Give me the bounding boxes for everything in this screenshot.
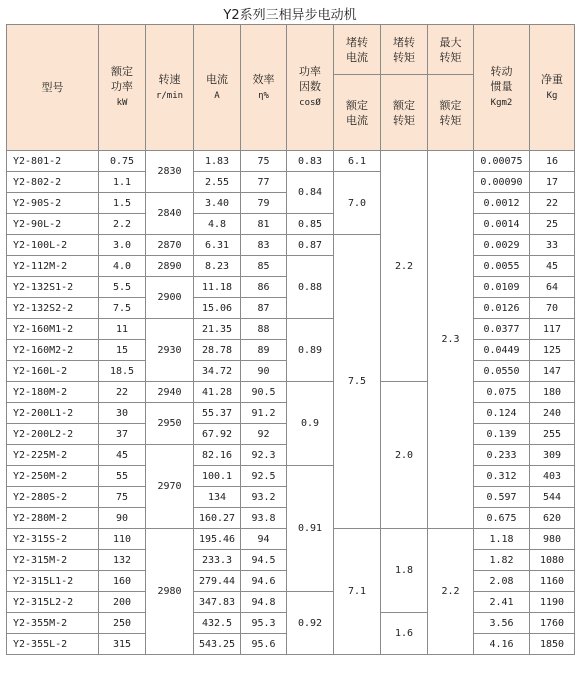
cell-inertia: 0.075 — [474, 382, 530, 403]
cell-efficiency: 93.8 — [241, 508, 287, 529]
cell-power: 30 — [99, 403, 146, 424]
cell-efficiency: 94.5 — [241, 550, 287, 571]
header-rated-torque-2: 额定 转矩 — [428, 75, 474, 151]
cell-power: 5.5 — [99, 277, 146, 298]
cell-efficiency: 75 — [241, 151, 287, 172]
cell-inertia: 0.0449 — [474, 340, 530, 361]
cell-efficiency: 94 — [241, 529, 287, 550]
cell-power-factor: 0.9 — [287, 382, 334, 466]
cell-weight: 1850 — [530, 634, 575, 655]
cell-inertia: 0.0029 — [474, 235, 530, 256]
motor-spec-table — [6, 24, 575, 655]
cell-weight: 16 — [530, 151, 575, 172]
cell-model: Y2-315L2-2 — [7, 592, 99, 613]
cell-efficiency: 95.6 — [241, 634, 287, 655]
cell-power-factor: 0.84 — [287, 172, 334, 214]
cell-weight: 1160 — [530, 571, 575, 592]
cell-efficiency: 79 — [241, 193, 287, 214]
cell-efficiency: 90.5 — [241, 382, 287, 403]
cell-model: Y2-315L1-2 — [7, 571, 99, 592]
cell-speed: 2840 — [146, 193, 194, 235]
cell-speed: 2980 — [146, 529, 194, 655]
cell-efficiency: 94.8 — [241, 592, 287, 613]
cell-locked-current: 6.1 — [334, 151, 381, 172]
cell-speed: 2870 — [146, 235, 194, 256]
cell-current: 432.5 — [194, 613, 241, 634]
cell-efficiency: 92.5 — [241, 466, 287, 487]
cell-weight: 403 — [530, 466, 575, 487]
cell-model: Y2-200L2-2 — [7, 424, 99, 445]
cell-weight: 180 — [530, 382, 575, 403]
cell-current: 134 — [194, 487, 241, 508]
cell-model: Y2-250M-2 — [7, 466, 99, 487]
cell-locked-current: 7.1 — [334, 529, 381, 655]
cell-speed: 2890 — [146, 256, 194, 277]
cell-speed: 2830 — [146, 151, 194, 193]
cell-model: Y2-355L-2 — [7, 634, 99, 655]
cell-weight: 255 — [530, 424, 575, 445]
cell-model: Y2-200L1-2 — [7, 403, 99, 424]
cell-current: 55.37 — [194, 403, 241, 424]
cell-model: Y2-180M-2 — [7, 382, 99, 403]
header-max-torque: 最大 转矩 — [428, 25, 474, 75]
cell-power: 22 — [99, 382, 146, 403]
page-title: Y2系列三相异步电动机 — [223, 8, 357, 23]
cell-current: 21.35 — [194, 319, 241, 340]
cell-inertia: 4.16 — [474, 634, 530, 655]
cell-power: 18.5 — [99, 361, 146, 382]
cell-inertia: 0.312 — [474, 466, 530, 487]
table-row — [7, 151, 575, 172]
cell-power: 37 — [99, 424, 146, 445]
cell-locked-current: 7.0 — [334, 172, 381, 235]
cell-power: 75 — [99, 487, 146, 508]
cell-speed: 2940 — [146, 382, 194, 403]
cell-current: 15.06 — [194, 298, 241, 319]
cell-inertia: 0.0055 — [474, 256, 530, 277]
header-power-factor: 功率 因数 cosØ — [287, 25, 334, 151]
cell-inertia: 0.675 — [474, 508, 530, 529]
cell-weight: 240 — [530, 403, 575, 424]
cell-power: 15 — [99, 340, 146, 361]
cell-power-factor: 0.83 — [287, 151, 334, 172]
cell-power-factor: 0.89 — [287, 319, 334, 382]
cell-inertia: 0.0377 — [474, 319, 530, 340]
cell-efficiency: 92.3 — [241, 445, 287, 466]
cell-inertia: 0.0126 — [474, 298, 530, 319]
header-model: 型号 — [7, 25, 99, 151]
cell-power: 90 — [99, 508, 146, 529]
cell-model: Y2-132S2-2 — [7, 298, 99, 319]
cell-max-torque: 2.3 — [428, 151, 474, 529]
cell-power-factor: 0.91 — [287, 466, 334, 592]
cell-model: Y2-280M-2 — [7, 508, 99, 529]
cell-weight: 64 — [530, 277, 575, 298]
header-rated-current: 额定 电流 — [334, 75, 381, 151]
cell-locked-current: 7.5 — [334, 235, 381, 529]
cell-power: 160 — [99, 571, 146, 592]
table-row — [7, 382, 575, 403]
cell-current: 2.55 — [194, 172, 241, 193]
cell-efficiency: 77 — [241, 172, 287, 193]
cell-model: Y2-90S-2 — [7, 193, 99, 214]
cell-weight: 1080 — [530, 550, 575, 571]
cell-inertia: 0.124 — [474, 403, 530, 424]
cell-model: Y2-132S1-2 — [7, 277, 99, 298]
table-row — [7, 592, 575, 613]
cell-efficiency: 92 — [241, 424, 287, 445]
table-row — [7, 256, 575, 277]
cell-model: Y2-100L-2 — [7, 235, 99, 256]
cell-inertia: 3.56 — [474, 613, 530, 634]
cell-inertia: 1.82 — [474, 550, 530, 571]
cell-inertia: 0.597 — [474, 487, 530, 508]
cell-power: 250 — [99, 613, 146, 634]
cell-power: 1.5 — [99, 193, 146, 214]
cell-speed: 2930 — [146, 319, 194, 382]
table-row — [7, 466, 575, 487]
cell-current: 67.92 — [194, 424, 241, 445]
cell-power-factor: 0.88 — [287, 256, 334, 319]
cell-current: 100.1 — [194, 466, 241, 487]
cell-power-factor: 0.87 — [287, 235, 334, 256]
cell-model: Y2-160L-2 — [7, 361, 99, 382]
cell-model: Y2-90L-2 — [7, 214, 99, 235]
cell-model: Y2-280S-2 — [7, 487, 99, 508]
cell-efficiency: 85 — [241, 256, 287, 277]
cell-efficiency: 90 — [241, 361, 287, 382]
cell-weight: 544 — [530, 487, 575, 508]
cell-inertia: 0.0012 — [474, 193, 530, 214]
cell-weight: 1760 — [530, 613, 575, 634]
cell-efficiency: 86 — [241, 277, 287, 298]
cell-weight: 22 — [530, 193, 575, 214]
header-locked-torque: 堵转 转矩 — [381, 25, 428, 75]
cell-inertia: 2.08 — [474, 571, 530, 592]
cell-power: 55 — [99, 466, 146, 487]
header-inertia: 转动 惯量 Kgm2 — [474, 25, 530, 151]
table-row — [7, 235, 575, 256]
cell-power: 2.2 — [99, 214, 146, 235]
cell-efficiency: 88 — [241, 319, 287, 340]
header-weight: 净重 Kg — [530, 25, 575, 151]
cell-current: 543.25 — [194, 634, 241, 655]
cell-current: 34.72 — [194, 361, 241, 382]
header-locked-current: 堵转 电流 — [334, 25, 381, 75]
cell-inertia: 0.233 — [474, 445, 530, 466]
cell-inertia: 1.18 — [474, 529, 530, 550]
table-row — [7, 172, 575, 193]
cell-current: 195.46 — [194, 529, 241, 550]
cell-current: 11.18 — [194, 277, 241, 298]
cell-max-torque: 2.2 — [428, 529, 474, 655]
cell-current: 347.83 — [194, 592, 241, 613]
cell-weight: 309 — [530, 445, 575, 466]
cell-efficiency: 89 — [241, 340, 287, 361]
cell-inertia: 0.00090 — [474, 172, 530, 193]
cell-model: Y2-802-2 — [7, 172, 99, 193]
cell-inertia: 0.0014 — [474, 214, 530, 235]
cell-power: 200 — [99, 592, 146, 613]
cell-locked-torque: 2.2 — [381, 151, 428, 382]
cell-inertia: 0.0109 — [474, 277, 530, 298]
header-speed: 转速 r/min — [146, 25, 194, 151]
cell-weight: 620 — [530, 508, 575, 529]
cell-inertia: 0.139 — [474, 424, 530, 445]
cell-power-factor: 0.85 — [287, 214, 334, 235]
cell-model: Y2-315M-2 — [7, 550, 99, 571]
cell-inertia: 0.00075 — [474, 151, 530, 172]
cell-current: 233.3 — [194, 550, 241, 571]
table-row — [7, 319, 575, 340]
cell-locked-torque: 1.6 — [381, 613, 428, 655]
cell-power: 3.0 — [99, 235, 146, 256]
cell-power: 110 — [99, 529, 146, 550]
cell-power: 7.5 — [99, 298, 146, 319]
cell-weight: 45 — [530, 256, 575, 277]
cell-power: 4.0 — [99, 256, 146, 277]
header-power: 额定 功率 kW — [99, 25, 146, 151]
cell-inertia: 2.41 — [474, 592, 530, 613]
cell-speed: 2970 — [146, 445, 194, 529]
cell-model: Y2-315S-2 — [7, 529, 99, 550]
cell-model: Y2-112M-2 — [7, 256, 99, 277]
cell-efficiency: 95.3 — [241, 613, 287, 634]
cell-current: 4.8 — [194, 214, 241, 235]
cell-current: 160.27 — [194, 508, 241, 529]
cell-speed: 2900 — [146, 277, 194, 319]
table-body — [7, 151, 575, 655]
cell-current: 28.78 — [194, 340, 241, 361]
cell-current: 3.40 — [194, 193, 241, 214]
cell-power: 0.75 — [99, 151, 146, 172]
cell-current: 279.44 — [194, 571, 241, 592]
cell-model: Y2-225M-2 — [7, 445, 99, 466]
cell-power-factor: 0.92 — [287, 592, 334, 655]
cell-efficiency: 83 — [241, 235, 287, 256]
cell-speed: 2950 — [146, 403, 194, 445]
cell-efficiency: 93.2 — [241, 487, 287, 508]
cell-weight: 70 — [530, 298, 575, 319]
cell-efficiency: 91.2 — [241, 403, 287, 424]
cell-model: Y2-160M2-2 — [7, 340, 99, 361]
cell-weight: 980 — [530, 529, 575, 550]
cell-power: 45 — [99, 445, 146, 466]
cell-model: Y2-801-2 — [7, 151, 99, 172]
cell-power: 1.1 — [99, 172, 146, 193]
cell-weight: 1190 — [530, 592, 575, 613]
cell-efficiency: 87 — [241, 298, 287, 319]
header-rated-torque-1: 额定 转矩 — [381, 75, 428, 151]
cell-weight: 25 — [530, 214, 575, 235]
cell-model: Y2-160M1-2 — [7, 319, 99, 340]
table-row — [7, 214, 575, 235]
cell-locked-torque: 2.0 — [381, 382, 428, 529]
cell-efficiency: 81 — [241, 214, 287, 235]
cell-model: Y2-355M-2 — [7, 613, 99, 634]
cell-weight: 147 — [530, 361, 575, 382]
cell-weight: 33 — [530, 235, 575, 256]
header-current: 电流 A — [194, 25, 241, 151]
cell-power: 315 — [99, 634, 146, 655]
cell-inertia: 0.0550 — [474, 361, 530, 382]
cell-weight: 17 — [530, 172, 575, 193]
cell-weight: 117 — [530, 319, 575, 340]
cell-power: 132 — [99, 550, 146, 571]
cell-locked-torque: 1.8 — [381, 529, 428, 613]
cell-power: 11 — [99, 319, 146, 340]
cell-current: 8.23 — [194, 256, 241, 277]
cell-current: 41.28 — [194, 382, 241, 403]
header-efficiency: 效率 η% — [241, 25, 287, 151]
cell-efficiency: 94.6 — [241, 571, 287, 592]
cell-weight: 125 — [530, 340, 575, 361]
cell-current: 6.31 — [194, 235, 241, 256]
cell-current: 82.16 — [194, 445, 241, 466]
cell-current: 1.83 — [194, 151, 241, 172]
